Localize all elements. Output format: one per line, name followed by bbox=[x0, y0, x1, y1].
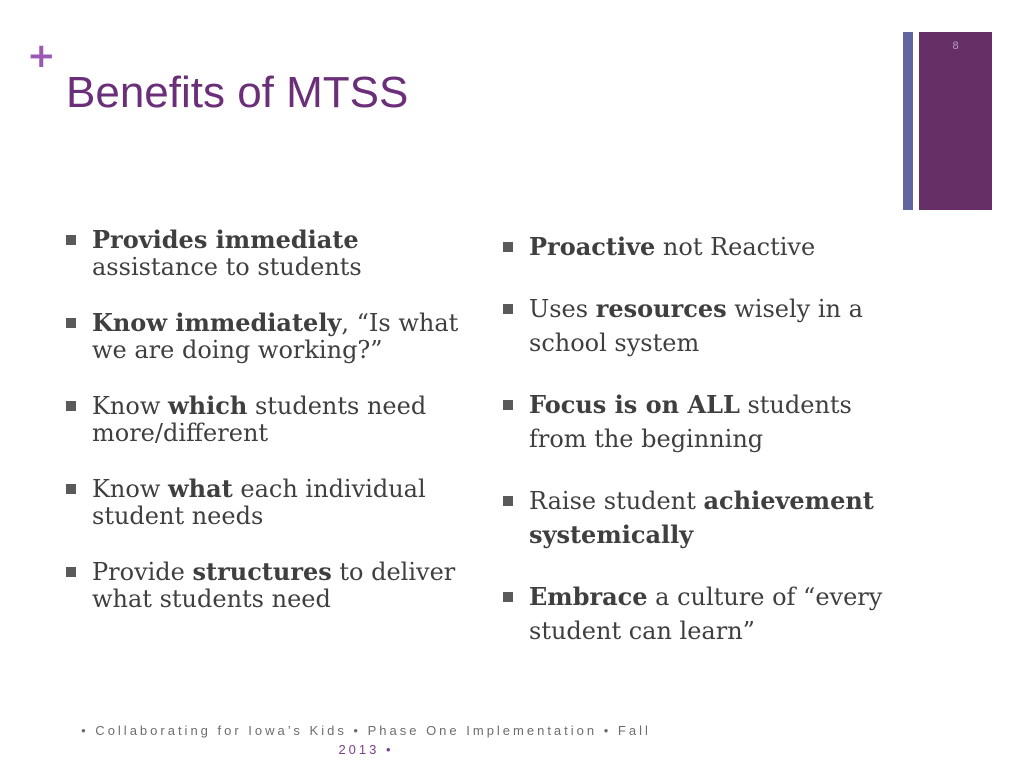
bullet-square-icon bbox=[503, 304, 513, 314]
left-bullet-list bbox=[66, 226, 466, 641]
bullet-text-bold: Embrace bbox=[529, 582, 648, 611]
bullet-square-icon bbox=[503, 592, 513, 602]
slide-number: 8 bbox=[952, 40, 959, 52]
accent-bar bbox=[903, 32, 913, 210]
bullet-text: assistance to students bbox=[92, 253, 362, 281]
bullet-text: Uses bbox=[529, 295, 596, 323]
bullet-text: Provide bbox=[92, 558, 193, 586]
bullet-text: not Reactive bbox=[655, 233, 816, 261]
bullet-item bbox=[503, 230, 903, 264]
bullet-text: Know bbox=[92, 475, 169, 503]
bullet-item bbox=[503, 292, 903, 360]
bullet-text-bold: Provides immediate bbox=[92, 225, 359, 254]
bullet-item bbox=[503, 484, 903, 552]
bullet-text: students need more/different bbox=[92, 392, 427, 447]
bullet-text-bold: achievement systemically bbox=[529, 486, 874, 549]
footer-main-text: • Collaborating for Iowa’s Kids • Phase One Implementation • Fall bbox=[81, 723, 651, 738]
bullet-text: Know bbox=[92, 392, 169, 420]
bullet-text: students from the beginning bbox=[529, 391, 852, 453]
bullet-text-bold: structures bbox=[192, 557, 332, 586]
bullet-square-icon bbox=[503, 496, 513, 506]
bullet-square-icon bbox=[66, 484, 76, 494]
bullet-text-bold: Focus is on ALL bbox=[529, 390, 740, 419]
bullet-item bbox=[66, 226, 466, 281]
slide-title: Benefits of MTSS bbox=[66, 68, 409, 117]
bullet-square-icon bbox=[66, 401, 76, 411]
accent-block bbox=[919, 32, 992, 210]
bullet-square-icon bbox=[66, 235, 76, 245]
bullet-text-bold: resources bbox=[595, 294, 727, 323]
bullet-text: to deliver what students need bbox=[92, 558, 456, 613]
bullet-square-icon bbox=[66, 318, 76, 328]
bullet-item bbox=[503, 580, 903, 648]
bullet-text: , “Is what we are doing working?” bbox=[92, 309, 459, 364]
bullet-text: Raise student bbox=[529, 487, 704, 515]
bullet-item bbox=[66, 475, 466, 530]
footer bbox=[0, 721, 732, 759]
bullet-item bbox=[66, 309, 466, 364]
bullet-text-bold: Know immediately bbox=[92, 308, 342, 337]
plus-icon: + bbox=[27, 36, 56, 76]
bullet-item bbox=[503, 388, 903, 456]
bullet-square-icon bbox=[503, 400, 513, 410]
bullet-text: wisely in a school system bbox=[529, 295, 863, 357]
bullet-text-bold: what bbox=[168, 474, 233, 503]
footer-year-text: 2013 • bbox=[338, 742, 394, 757]
bullet-text-bold: which bbox=[168, 391, 248, 420]
bullet-square-icon bbox=[503, 242, 513, 252]
bullet-text: each individual student needs bbox=[92, 475, 426, 530]
bullet-text-bold: Proactive bbox=[529, 232, 656, 261]
bullet-square-icon bbox=[66, 567, 76, 577]
bullet-text: a culture of “every student can learn” bbox=[529, 583, 883, 645]
right-bullet-list bbox=[503, 230, 903, 676]
bullet-item bbox=[66, 392, 466, 447]
bullet-item bbox=[66, 558, 466, 613]
